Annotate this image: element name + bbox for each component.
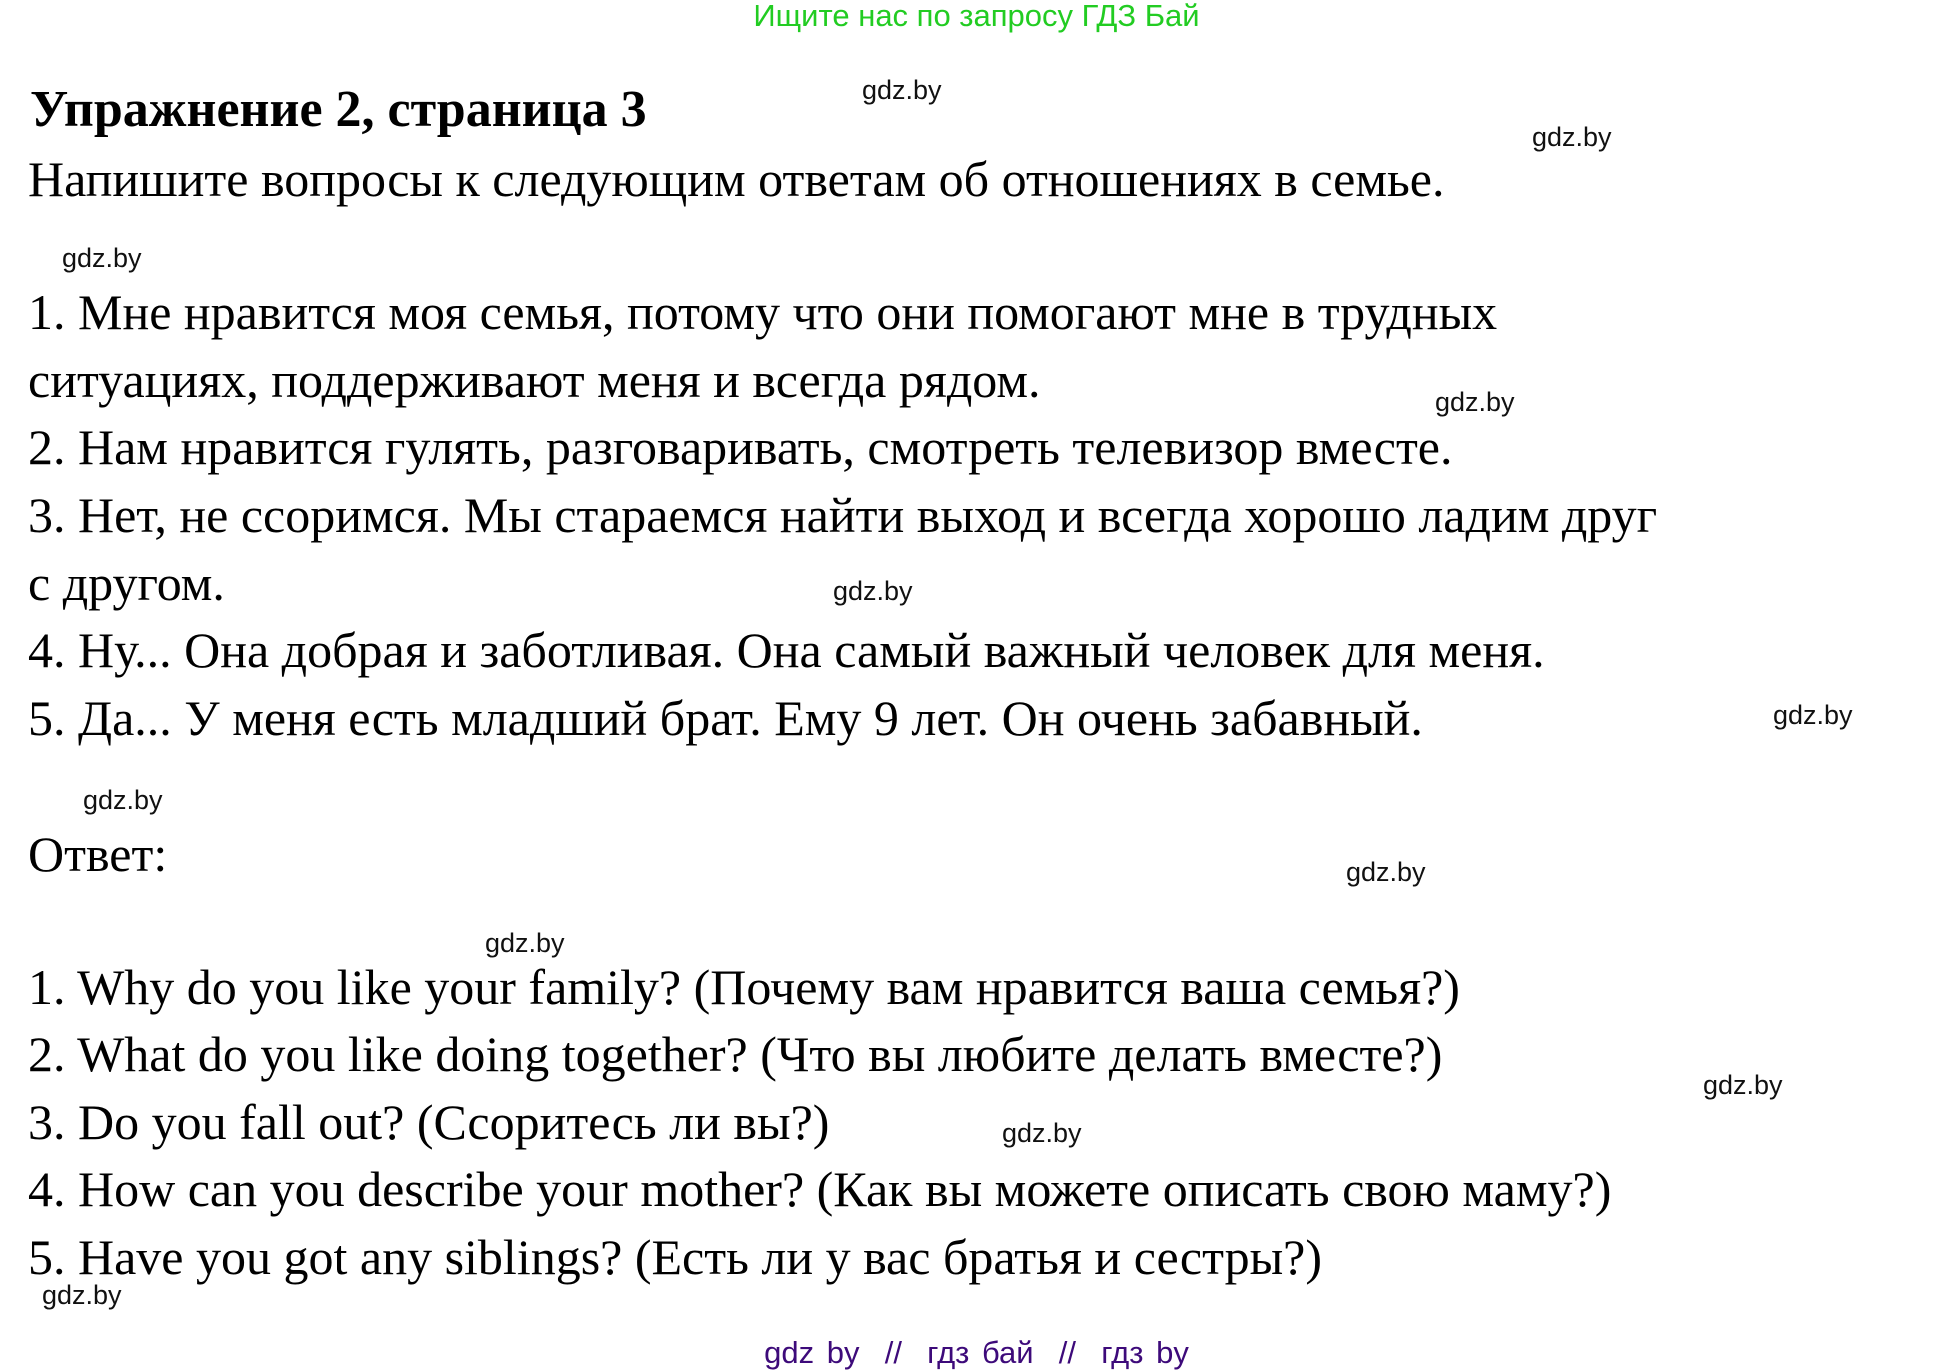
question-line: 3. Do you fall out? (Ссоритесь ли вы?) <box>28 1094 830 1150</box>
watermark: gdz.by <box>1703 1070 1783 1100</box>
footer-links: gdz by // гдз бай // гдз by <box>764 1335 1189 1370</box>
watermark: gdz.by <box>1532 122 1612 152</box>
watermark: gdz.by <box>1435 387 1515 417</box>
given-answer-line: ситуациях, поддерживают меня и всегда рядом. <box>28 352 1041 408</box>
given-answer-line: 1. Мне нравится моя семья, потому что они помогают мне в трудных <box>28 284 1498 340</box>
watermark: gdz.by <box>1773 700 1853 730</box>
watermark: gdz.by <box>42 1280 122 1310</box>
exercise-instruction: Напишите вопросы к следующим ответам об отношениях в семье. <box>28 151 1445 207</box>
given-answer-line: с другом. <box>28 555 225 611</box>
exercise-title: Упражнение 2, страница 3 <box>30 81 647 138</box>
question-line: 2. What do you like doing together? (Что вы любите делать вместе?) <box>28 1026 1443 1082</box>
watermark: gdz.by <box>83 785 163 815</box>
question-line: 5. Have you got any siblings? (Есть ли у вас братья и сестры?) <box>28 1229 1323 1285</box>
watermark: gdz.by <box>62 243 142 273</box>
watermark: gdz.by <box>833 576 913 606</box>
watermark: gdz.by <box>1346 857 1426 887</box>
given-answer-line: 4. Ну... Она добрая и заботливая. Она самый важный человек для меня. <box>28 622 1545 678</box>
watermark: gdz.by <box>485 928 565 958</box>
question-line: 1. Why do you like your family? (Почему вам нравится ваша семья?) <box>28 959 1460 1015</box>
answer-label: Ответ: <box>28 826 168 882</box>
search-banner: Ищите нас по запросу ГДЗ Бай <box>753 0 1200 33</box>
question-line: 4. How can you describe your mother? (Как вы можете описать свою маму?) <box>28 1161 1612 1217</box>
given-answer-line: 3. Нет, не ссоримся. Мы стараемся найти выход и всегда хорошо ладим друг <box>28 487 1658 543</box>
given-answer-line: 2. Нам нравится гулять, разговаривать, смотреть телевизор вместе. <box>28 419 1453 475</box>
watermark: gdz.by <box>862 75 942 105</box>
given-answer-line: 5. Да... У меня есть младший брат. Ему 9 лет. Он очень забавный. <box>28 690 1423 746</box>
watermark: gdz.by <box>1002 1118 1082 1148</box>
